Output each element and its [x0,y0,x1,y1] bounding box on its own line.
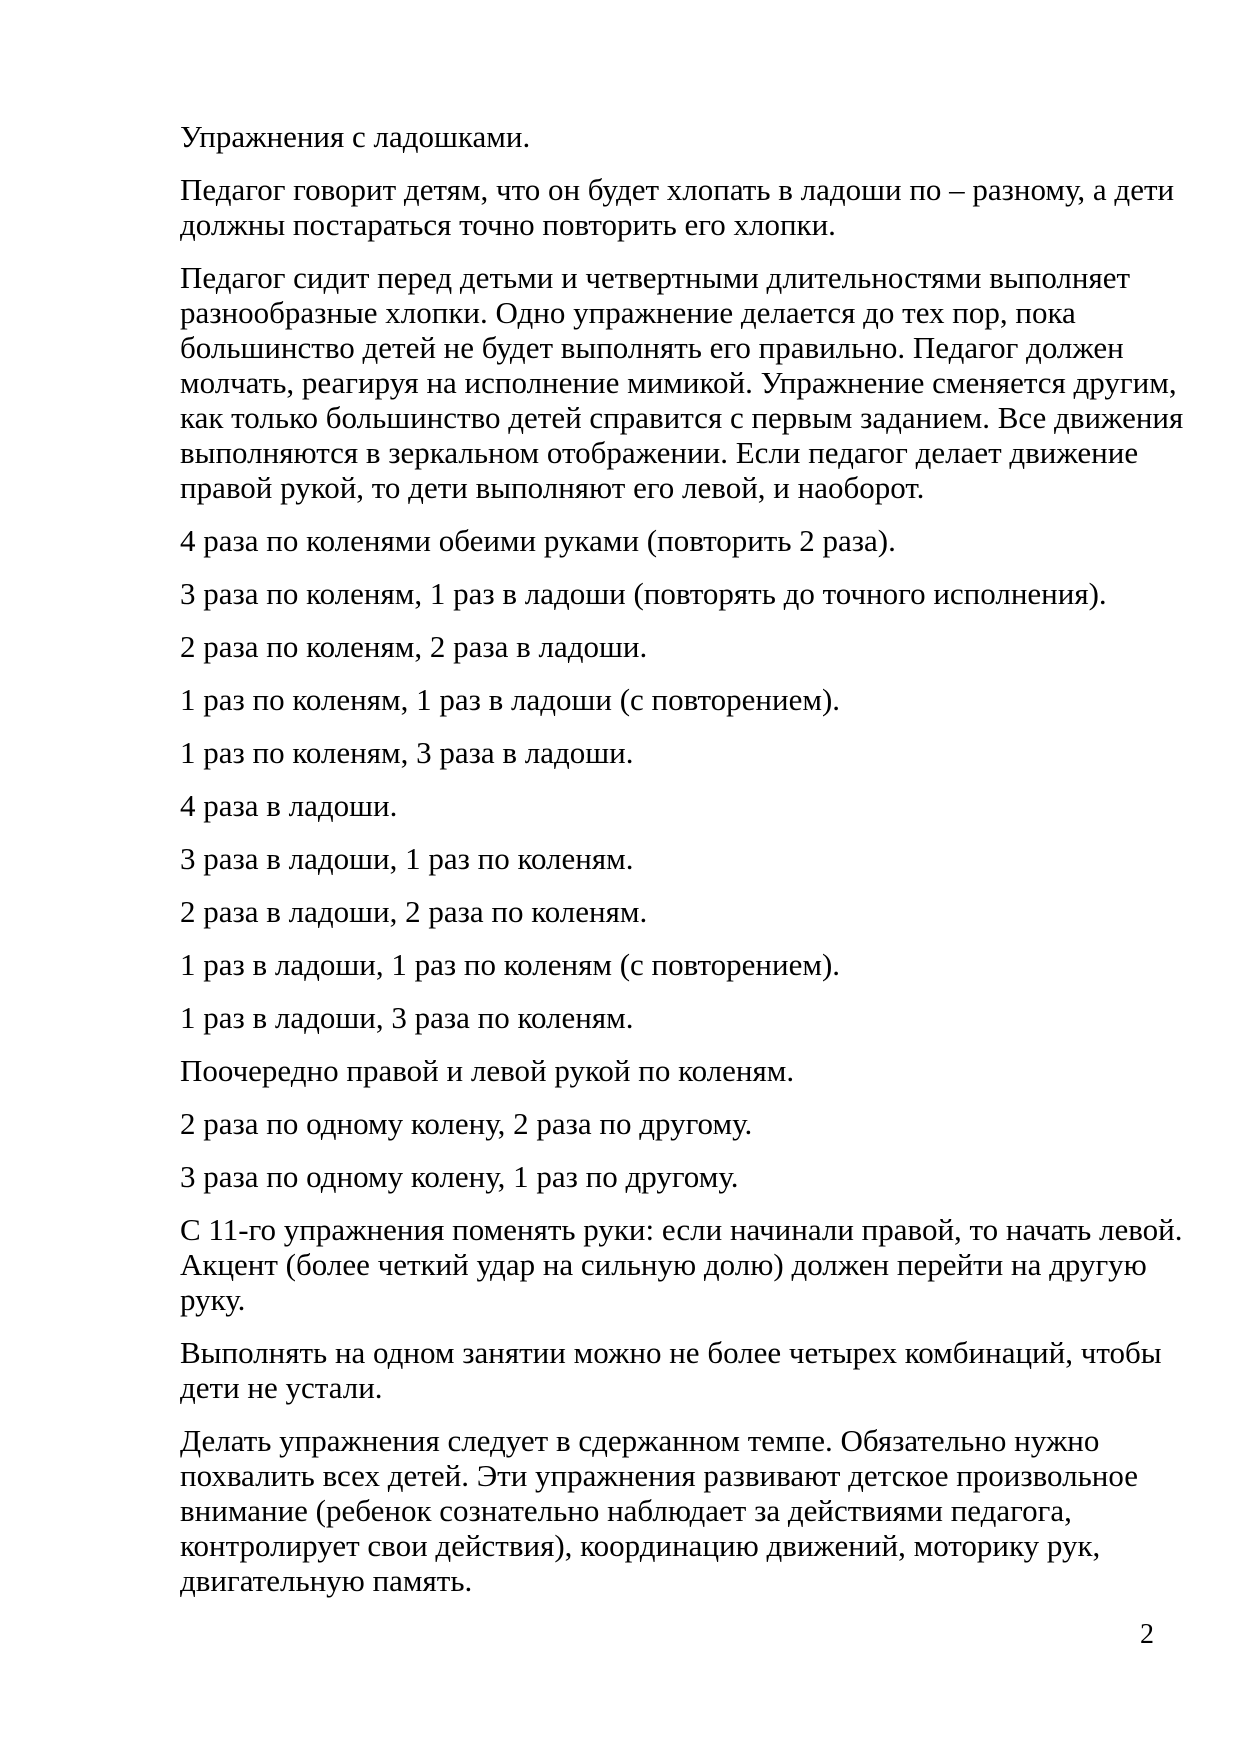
text-line: 1 раз в ладоши, 1 раз по коленям (с повторением). [180,947,841,982]
text-line: 4 раза по коленями обеими руками (повторить 2 раза). [180,523,896,558]
document-title: Упражнения с ладошками. [180,119,531,154]
text-line: С 11-го упражнения поменять руки: если начинали правой, то начать левой. [180,1212,1183,1247]
paragraph [180,894,1210,929]
text-line: Акцент (более четкий удар на сильную долю) должен перейти на другую [180,1247,1147,1282]
text-line: Педагог говорит детям, что он будет хлопать в ладоши по – разному, а дети [180,172,1175,207]
text-line: 3 раза по одному колену, 1 раз по другому. [180,1159,739,1194]
text-line: выполняются в зеркальном отображении. Если педагог делает движение [180,435,1139,470]
paragraph [180,788,1210,823]
text-line: руку. [180,1282,246,1317]
paragraph [180,523,1210,558]
text-line: 3 раза в ладоши, 1 раз по коленям. [180,841,634,876]
paragraphs-container [180,172,1210,1598]
text-line: как только большинство детей справится с первым заданием. Все движения [180,400,1184,435]
text-line: 1 раз по коленям, 1 раз в ладоши (с повторением). [180,682,841,717]
text-line: контролирует свои действия), координацию движений, моторику рук, [180,1528,1101,1563]
text-line: Педагог сидит перед детьми и четвертными длительностями выполняет [180,260,1131,295]
paragraph [180,576,1210,611]
paragraph [180,1335,1210,1405]
paragraph [180,260,1210,505]
text-line: молчать, реагируя на исполнение мимикой. Упражнение сменяется другим, [180,365,1177,400]
text-line: 2 раза в ладоши, 2 раза по коленям. [180,894,648,929]
text-line: Поочередно правой и левой рукой по коленям. [180,1053,795,1088]
page-content [180,119,1210,1616]
text-line: 4 раза в ладоши. [180,788,398,823]
paragraph [180,1212,1210,1317]
text-line: должны постараться точно повторить его хлопки. [180,207,836,242]
paragraph [180,735,1210,770]
paragraph [180,1159,1210,1194]
text-line: внимание (ребенок сознательно наблюдает за действиями педагога, [180,1493,1072,1528]
paragraph [180,1423,1210,1598]
paragraph [180,1053,1210,1088]
text-line: разнообразные хлопки. Одно упражнение делается до тех пор, пока [180,295,1076,330]
text-line: 2 раза по одному колену, 2 раза по другому. [180,1106,753,1141]
paragraph [180,947,1210,982]
text-line: большинство детей не будет выполнять его правильно. Педагог должен [180,330,1124,365]
text-line: Выполнять на одном занятии можно не более четырех комбинаций, чтобы [180,1335,1162,1370]
text-line: двигательную память. [180,1563,473,1598]
text-line: похвалить всех детей. Эти упражнения развивают детское произвольное [180,1458,1138,1493]
text-line: 2 раза по коленям, 2 раза в ладоши. [180,629,648,664]
paragraph [180,1000,1210,1035]
page-number: 2 [1140,1619,1154,1650]
text-line: 1 раз по коленям, 3 раза в ладоши. [180,735,634,770]
text-line: 1 раз в ладоши, 3 раза по коленям. [180,1000,634,1035]
paragraph [180,629,1210,664]
paragraph [180,172,1210,242]
paragraph [180,841,1210,876]
paragraph [180,682,1210,717]
text-line: 3 раза по коленям, 1 раз в ладоши (повторять до точного исполнения). [180,576,1107,611]
text-line: дети не устали. [180,1370,383,1405]
text-line: Делать упражнения следует в сдержанном темпе. Обязательно нужно [180,1423,1100,1458]
paragraph [180,1106,1210,1141]
text-line: правой рукой, то дети выполняют его левой, и наоборот. [180,470,925,505]
